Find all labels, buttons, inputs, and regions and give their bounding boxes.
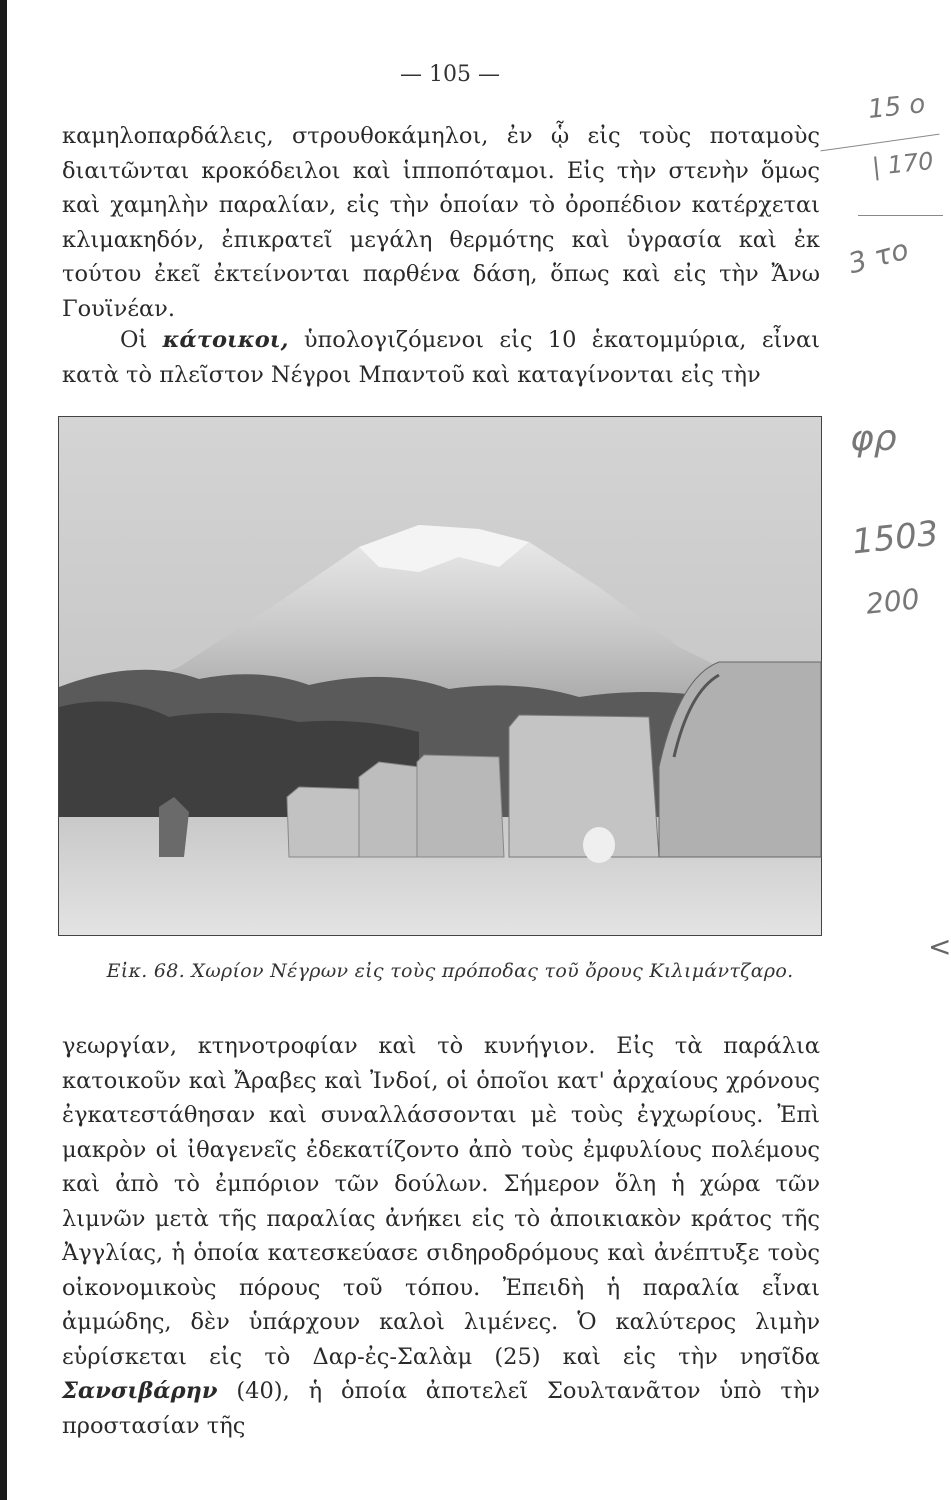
figure-photo [58, 416, 822, 936]
margin-note-2: | 170 [870, 146, 935, 182]
hut-4 [509, 715, 659, 857]
kilimanjaro-village-photo [59, 417, 821, 935]
paragraph-2-rest: ὑπολογιζόμενοι εἰς 10 ἑκατομμύρια, εἶναι κατὰ τὸ πλεῖστον Νέγροι Μπαντοῦ καὶ καταγίνονται εἰς τὴν [62, 327, 820, 388]
paragraph-2 [62, 323, 820, 392]
margin-note-6: 200 [864, 582, 922, 621]
page-binding-edge [0, 0, 7, 1500]
paragraph-3-end: (40), ἡ ὁποία ἀποτελεῖ Σουλτανᾶτον ὑπὸ τὴν προστασίαν τῆς [62, 1378, 820, 1439]
margin-stroke-2 [858, 215, 943, 216]
villager-right [583, 827, 615, 863]
hut-3 [417, 755, 504, 857]
paragraph-2-start: Οἱ [120, 327, 163, 353]
hut-1 [287, 787, 364, 857]
term-katoikoi: κάτοικοι, [162, 327, 289, 353]
figure-caption: Εἰκ. 68. Χωρίον Νέγρων εἰς τοὺς πρόποδας τοῦ ὄρους Κιλιμάντζαρο. [106, 960, 794, 982]
term-sansivarin: Σανσιβάρην [62, 1378, 218, 1404]
margin-note-4: φρ [850, 418, 897, 459]
margin-bracket: < [928, 930, 951, 963]
margin-note-3: 3 το [844, 232, 912, 281]
paragraph-3 [62, 1029, 820, 1443]
page-number: — 105 — [400, 62, 500, 87]
hut-2 [359, 762, 421, 857]
paragraph-3-start: γεωργίαν, κτηνοτροφίαν καὶ τὸ κυνήγιον. Εἰς τὰ παράλια κατοικοῦν καὶ Ἄραβες καὶ Ἰνδοί, οἱ ὁποῖοι κατ' ἀρχαίους χρόνους ἐγκατεστάθησαν καὶ συναλλάσσονται μὲ τοὺς ἐγχωρίους. Ἐπὶ μακρὸν οἱ ἰθαγενεῖς ἐδεκατίζοντο ἀπὸ τοὺς ἐμφυλίους πολέμους καὶ ἀπὸ τὸ ἐμπόριον τῶν δούλων. Σήμερον ὅλη ἡ χώρα τῶν λιμνῶν μετὰ τῆς παραλίας ἀνήκει εἰς τὸ ἀποικιακὸν κράτος τῆς Ἀγγλίας, ἡ ὁποία κατεσκεύασε σιδηροδρόμους καὶ ἀνέπτυξε τοὺς οἰκονομικοὺς πόρους τοῦ τόπου. Ἐπειδὴ ἡ παραλία εἶναι ἀμμώδης, δὲν ὑπάρχουν καλοὶ λιμένες. Ὁ καλύτερος λιμὴν εὑρίσκεται εἰς τὸ Δαρ-ἐς-Σαλὰμ (25) καὶ εἰς τὴν νησῖδα [62, 1033, 820, 1370]
paragraph-1: καμηλοπαρδάλεις, στρουθοκάμηλοι, ἐν ᾧ εἰς τοὺς ποταμοὺς διαιτῶνται κροκόδειλοι καὶ ἱπποπόταμοι. Εἰς τὴν στενὴν ὅμως καὶ χαμηλὴν παραλίαν, εἰς τὴν ὁποίαν τὸ ὀροπέδιον κατέρχεται κλιμακηδόν, ἐπικρατεῖ μεγάλη θερμότης καὶ ὑγρασία καὶ ἐκ τούτου ἐκεῖ ἐκτείνονται παρθένα δάση, ὅπως καὶ εἰς τὴν Ἄνω Γουϊνέαν. [62, 123, 820, 322]
margin-note-1: 15 ο [866, 89, 927, 125]
margin-note-5: 1503 [850, 513, 941, 563]
